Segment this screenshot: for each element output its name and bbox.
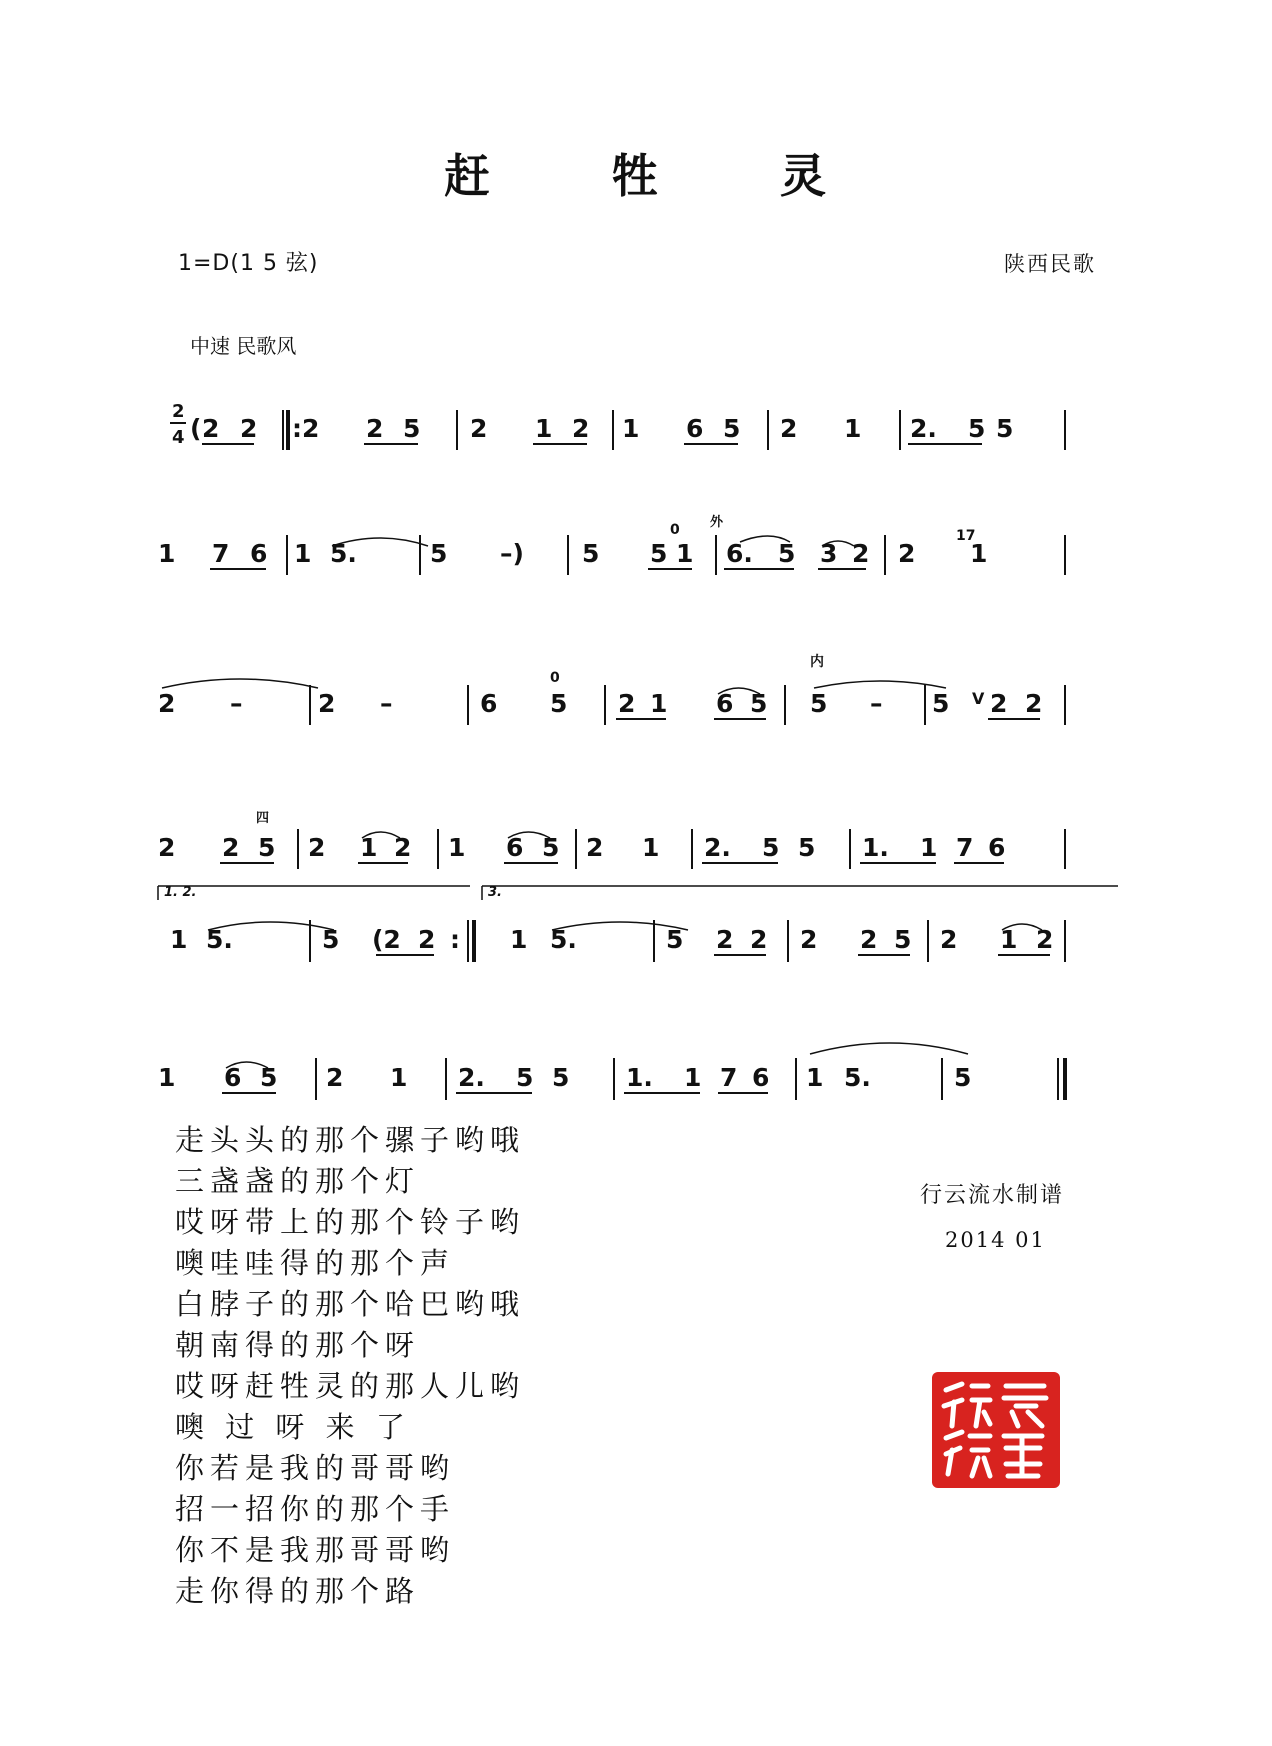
- svg-text:1.: 1.: [862, 833, 889, 862]
- svg-text:3.: 3.: [488, 885, 502, 900]
- svg-text:1: 1: [676, 539, 694, 568]
- svg-text::2: :2: [292, 414, 320, 443]
- svg-text:2: 2: [898, 539, 916, 568]
- svg-text:–: –: [230, 689, 243, 718]
- svg-text:17: 17: [956, 528, 976, 544]
- svg-text:5: 5: [650, 539, 668, 568]
- title-char: 赶: [443, 149, 492, 203]
- svg-text:2: 2: [586, 833, 604, 862]
- notation-row-1: [150, 395, 1120, 465]
- title-char: 牲: [612, 149, 660, 203]
- lyric-line: 噢 过 呀 来 了: [175, 1410, 411, 1444]
- svg-text:2: 2: [470, 414, 488, 443]
- svg-text:7: 7: [212, 539, 230, 568]
- notation-row-5: [150, 878, 1120, 978]
- transcription-date: 2014 01: [945, 1228, 1046, 1252]
- svg-text:–: –: [870, 689, 883, 718]
- svg-text:2: 2: [990, 689, 1008, 718]
- svg-text:2.: 2.: [704, 833, 731, 862]
- notation-row-4: [150, 812, 1120, 882]
- svg-text:7: 7: [956, 833, 974, 862]
- svg-text:2: 2: [1036, 925, 1054, 954]
- notation-row-1-svg: [150, 395, 1130, 465]
- svg-text:5: 5: [258, 833, 276, 862]
- svg-text:1: 1: [510, 925, 528, 954]
- notation-row-6: [150, 1014, 1120, 1114]
- notation-row-3: [150, 654, 1120, 730]
- notation-row-2-svg: [150, 510, 1130, 580]
- svg-text:2: 2: [800, 925, 818, 954]
- svg-text:6: 6: [686, 414, 704, 443]
- svg-text:2: 2: [366, 414, 384, 443]
- lyric-line: 你若是我的哥哥哟: [175, 1451, 456, 1485]
- svg-text:1: 1: [920, 833, 938, 862]
- svg-text:5: 5: [810, 689, 828, 718]
- svg-text:2: 2: [326, 1063, 344, 1092]
- svg-text:5: 5: [932, 689, 950, 718]
- svg-text:2: 2: [222, 833, 240, 862]
- svg-text:1: 1: [970, 539, 988, 568]
- svg-text:1: 1: [622, 414, 640, 443]
- svg-text:1: 1: [158, 1063, 176, 1092]
- svg-text:2: 2: [940, 925, 958, 954]
- seal-icon: [932, 1372, 1060, 1488]
- svg-text:1: 1: [806, 1063, 824, 1092]
- svg-text:0: 0: [670, 522, 680, 538]
- svg-text:1: 1: [294, 539, 312, 568]
- svg-text:(2: (2: [372, 925, 401, 954]
- svg-text:5.: 5.: [330, 539, 357, 568]
- mark-zero: 0: [550, 670, 560, 686]
- title-char: 灵: [780, 149, 829, 203]
- lyric-line: 噢哇哇得的那个声: [175, 1246, 456, 1280]
- svg-text:2: 2: [240, 414, 258, 443]
- svg-text:5: 5: [996, 414, 1014, 443]
- svg-text:6: 6: [752, 1063, 770, 1092]
- svg-text:1: 1: [448, 833, 466, 862]
- svg-text:5.: 5.: [206, 925, 233, 954]
- svg-text:1: 1: [158, 539, 176, 568]
- svg-text:1: 1: [390, 1063, 408, 1092]
- svg-text:2: 2: [394, 833, 412, 862]
- svg-text:2: 2: [418, 925, 436, 954]
- svg-text:6: 6: [250, 539, 268, 568]
- lyric-line: 招一招你的那个手: [175, 1492, 456, 1526]
- svg-text:2: 2: [750, 925, 768, 954]
- svg-text:1: 1: [844, 414, 862, 443]
- svg-text:5: 5: [552, 1063, 570, 1092]
- svg-text:1: 1: [650, 689, 668, 718]
- svg-text:5: 5: [778, 539, 796, 568]
- time-sig-bottom: 4: [172, 427, 185, 448]
- svg-text:5: 5: [666, 925, 684, 954]
- svg-text:6: 6: [506, 833, 524, 862]
- svg-text:2: 2: [618, 689, 636, 718]
- svg-text:2: 2: [318, 689, 336, 718]
- svg-text:1: 1: [642, 833, 660, 862]
- svg-text:(: (: [190, 414, 202, 443]
- svg-text:2: 2: [158, 689, 176, 718]
- svg-text:5: 5: [582, 539, 600, 568]
- svg-text:5: 5: [260, 1063, 278, 1092]
- svg-text:2.: 2.: [458, 1063, 485, 1092]
- svg-text:7: 7: [720, 1063, 738, 1092]
- svg-text:5: 5: [798, 833, 816, 862]
- svg-text:2: 2: [716, 925, 734, 954]
- lyric-line: 哎呀带上的那个铃子哟: [175, 1205, 526, 1239]
- svg-text:5: 5: [762, 833, 780, 862]
- svg-text:5: 5: [430, 539, 448, 568]
- svg-text:–): –): [500, 539, 524, 568]
- svg-text:1: 1: [684, 1063, 702, 1092]
- key-signature: 1=D(1 5 弦): [178, 251, 319, 276]
- svg-text:3: 3: [820, 539, 838, 568]
- transcriber-credit: 行云流水制谱: [920, 1183, 1065, 1208]
- svg-text:6.: 6.: [726, 539, 753, 568]
- svg-text:6: 6: [988, 833, 1006, 862]
- svg-text:5: 5: [516, 1063, 534, 1092]
- lyric-line: 朝南得的那个呀: [175, 1328, 421, 1362]
- lyric-line: 走你得的那个路: [175, 1574, 421, 1608]
- svg-text:–: –: [380, 689, 393, 718]
- mark-fourth: 四: [256, 811, 270, 826]
- lyric-line: 三盏盏的那个灯: [175, 1164, 421, 1198]
- svg-text:5: 5: [954, 1063, 972, 1092]
- notation-row-2: [150, 510, 1120, 580]
- svg-text:2: 2: [202, 414, 220, 443]
- svg-text:2: 2: [860, 925, 878, 954]
- seal-stamp: [932, 1372, 1060, 1488]
- mark-outer: 外: [710, 515, 724, 530]
- svg-text:5: 5: [894, 925, 912, 954]
- song-origin: 陕西民歌: [1004, 252, 1096, 276]
- svg-text:2: 2: [158, 833, 176, 862]
- lyric-line: 走头头的那个骡子哟哦: [175, 1123, 526, 1157]
- svg-text:1: 1: [170, 925, 188, 954]
- svg-text:2: 2: [572, 414, 590, 443]
- svg-text:5: 5: [322, 925, 340, 954]
- svg-text:1: 1: [360, 833, 378, 862]
- svg-text:5: 5: [403, 414, 421, 443]
- time-sig-top: 2: [172, 401, 185, 422]
- svg-text:5: 5: [968, 414, 986, 443]
- svg-text:6: 6: [716, 689, 734, 718]
- svg-text:2: 2: [308, 833, 326, 862]
- svg-text:1: 1: [1000, 925, 1018, 954]
- svg-text:1.: 1.: [626, 1063, 653, 1092]
- tempo-marking: 中速 民歌风: [190, 334, 297, 358]
- lyric-line: 哎呀赶牲灵的那人儿哟: [175, 1369, 526, 1403]
- svg-text:1. 2.: 1. 2.: [164, 885, 197, 900]
- notation-row-3-svg: [150, 654, 1130, 730]
- svg-text:1: 1: [535, 414, 553, 443]
- svg-text:5: 5: [542, 833, 560, 862]
- svg-text:5.: 5.: [844, 1063, 871, 1092]
- svg-text::: :: [450, 925, 460, 954]
- mark-inner: 内: [810, 654, 824, 670]
- svg-text:5: 5: [550, 689, 568, 718]
- notation-row-4-svg: [150, 812, 1130, 882]
- lyrics: [175, 1120, 525, 1612]
- svg-text:5: 5: [723, 414, 741, 443]
- svg-text:6: 6: [480, 689, 498, 718]
- lyric-line: 你不是我那哥哥哟: [175, 1533, 456, 1567]
- notation-row-6-svg: [150, 1014, 1130, 1114]
- svg-text:5: 5: [750, 689, 768, 718]
- svg-text:2: 2: [1025, 689, 1043, 718]
- svg-text:2: 2: [852, 539, 870, 568]
- lyric-line: 白脖子的那个哈巴哟哦: [175, 1287, 526, 1321]
- song-title: [0, 140, 1272, 206]
- svg-text:2: 2: [780, 414, 798, 443]
- svg-text:5.: 5.: [550, 925, 577, 954]
- svg-text:2.: 2.: [910, 414, 937, 443]
- notation-row-5-svg: [150, 878, 1130, 978]
- mark-up-bow: V: [972, 689, 985, 708]
- svg-text:6: 6: [224, 1063, 242, 1092]
